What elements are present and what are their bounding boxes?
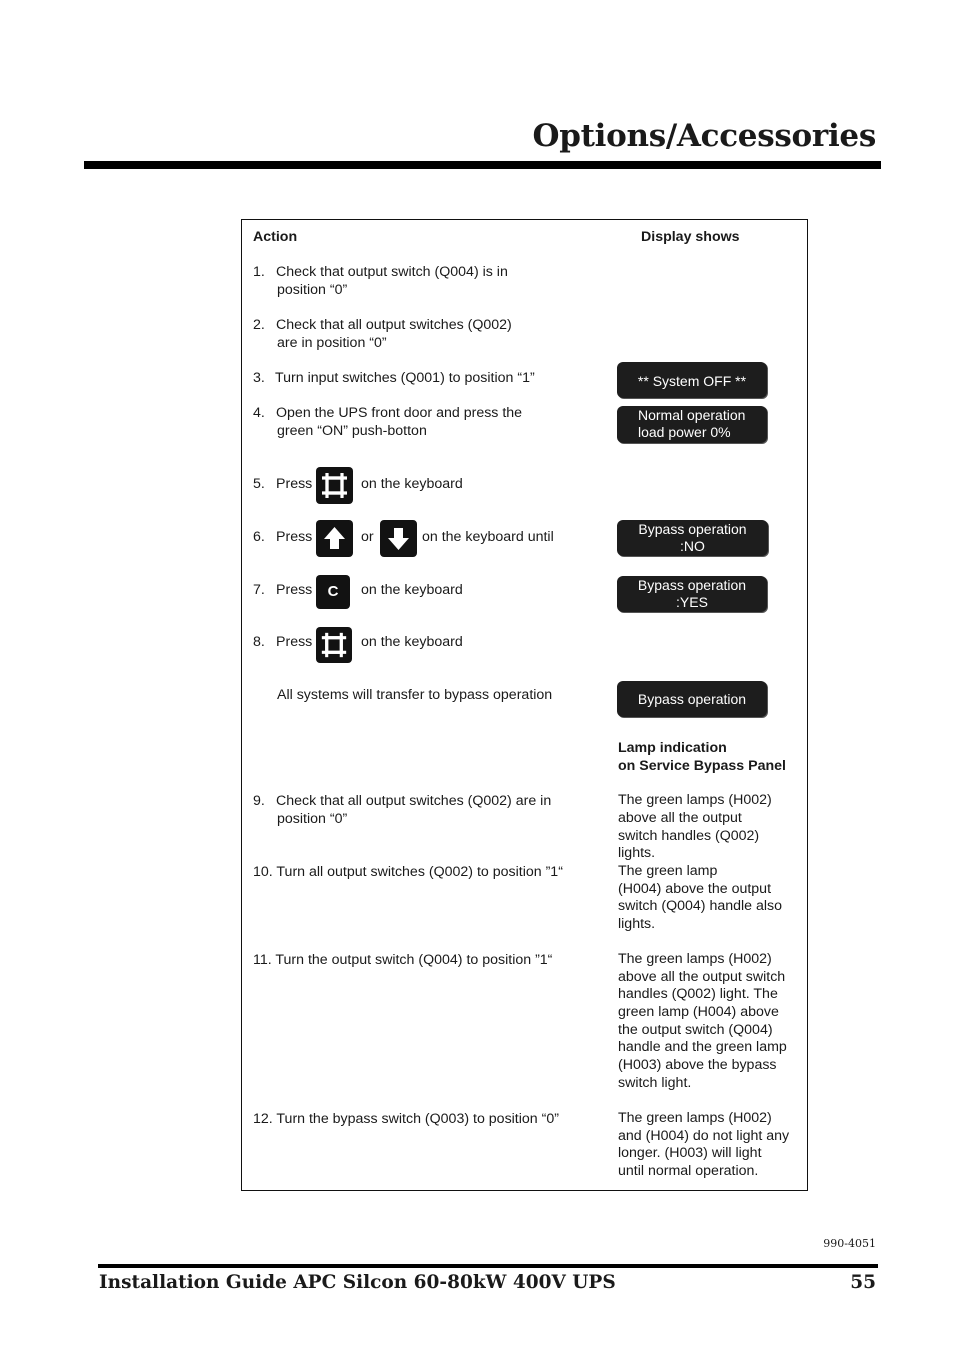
- arrow-up-key-icon: [316, 520, 353, 557]
- lamp-step-12-line: The green lamps (H002): [618, 1110, 772, 1126]
- display-bypass-no-line2: :NO: [680, 538, 705, 554]
- display-bypass-yes-line1: Bypass operation: [637, 577, 747, 593]
- step-2-text-cont: are in position “0”: [277, 335, 387, 351]
- step-12-text: 12. Turn the bypass switch (Q003) to position “0”: [253, 1111, 559, 1127]
- lamp-step-11-line: switch light.: [618, 1075, 692, 1091]
- step-11-text: 11. Turn the output switch (Q004) to position ”1“: [253, 952, 553, 968]
- step-5-press: Press: [276, 476, 313, 492]
- step-7-number: 7.: [253, 582, 265, 598]
- lamp-step-9-line: above all the output: [618, 810, 742, 826]
- step-9-text-cont: position “0”: [277, 811, 348, 827]
- display-bypass-yes: [617, 576, 767, 612]
- display-bypass-no: [617, 520, 768, 556]
- step-7-text: on the keyboard: [361, 582, 463, 598]
- lamp-step-9-line: The green lamps (H002): [618, 792, 772, 808]
- lamp-step-11-line: (H003) above the bypass: [618, 1057, 777, 1073]
- lamp-step-11-line: The green lamps (H002): [618, 951, 772, 967]
- step-1-text: Check that output switch (Q004) is in: [276, 264, 508, 280]
- lamp-step-10-line: switch (Q004) handle also: [618, 898, 783, 914]
- action-column-header: Action: [253, 229, 298, 245]
- display-bypass-no-line1: Bypass operation: [638, 521, 747, 537]
- display-system-off-text: ** System OFF **: [637, 373, 747, 389]
- lamp-step-12-line: until normal operation.: [618, 1163, 759, 1179]
- clear-key-icon: [316, 575, 350, 609]
- lamp-step-10-line: (H004) above the output: [618, 881, 772, 897]
- step-6-text: on the keyboard until: [422, 529, 554, 545]
- lamp-step-12-line: and (H004) do not light any: [618, 1128, 790, 1144]
- step-4-text: Open the UPS front door and press the: [276, 405, 523, 421]
- page-number: 55: [850, 1272, 876, 1293]
- lamp-step-12-line: longer. (H003) will light: [618, 1145, 762, 1161]
- title-rule: [84, 161, 881, 169]
- lamp-step-11-line: green lamp (H004) above: [618, 1004, 779, 1020]
- document-number: 990-4051: [823, 1237, 876, 1250]
- footer-title: Installation Guide APC Silcon 60-80kW 400V UPS: [99, 1272, 616, 1293]
- display-bypass-operation: [617, 681, 767, 717]
- display-bypass-yes-line2: :YES: [676, 594, 708, 610]
- function-key-icon: [316, 627, 352, 663]
- page-title: Options/Accessories: [532, 118, 876, 154]
- step-4-number: 4.: [253, 405, 265, 421]
- step-5-number: 5.: [253, 476, 265, 492]
- display-column-header: Display shows: [641, 229, 740, 245]
- step-9-text: Check that all output switches (Q002) are in: [276, 793, 552, 809]
- step-8-press: Press: [276, 634, 313, 650]
- lamp-header-line2: on Service Bypass Panel: [618, 758, 786, 774]
- step-5-text: on the keyboard: [361, 476, 463, 492]
- lamp-step-9-line: switch handles (Q002): [618, 828, 760, 844]
- display-normal-line1: Normal operation: [638, 407, 746, 423]
- arrow-down-key-icon: [380, 520, 417, 557]
- display-normal-line2: load power 0%: [638, 424, 731, 440]
- clear-key-label: C: [327, 583, 339, 600]
- step-2-number: 2.: [253, 317, 265, 333]
- function-key-icon: [316, 467, 353, 504]
- display-system-off: [617, 362, 767, 398]
- step-10-text: 10. Turn all output switches (Q002) to position ”1“: [253, 864, 563, 880]
- step-3-number: 3.: [253, 370, 265, 386]
- display-normal-operation: [617, 406, 767, 443]
- step-6-number: 6.: [253, 529, 265, 545]
- step-2-text: Check that all output switches (Q002): [276, 317, 512, 333]
- lamp-step-10-line: The green lamp: [618, 863, 718, 879]
- transfer-note: All systems will transfer to bypass operation: [277, 687, 553, 703]
- lamp-step-11-line: handles (Q002) light. The: [618, 986, 778, 1002]
- display-bypass-text: Bypass operation: [637, 691, 747, 707]
- step-1-text-cont: position “0”: [277, 282, 348, 298]
- step-3-text: Turn input switches (Q001) to position “1”: [275, 370, 535, 386]
- step-1-number: 1.: [253, 264, 265, 280]
- step-9-number: 9.: [253, 793, 265, 809]
- step-6-or: or: [361, 529, 374, 545]
- lamp-step-11-line: the output switch (Q004): [618, 1022, 773, 1038]
- lamp-step-9-line: lights.: [618, 845, 656, 861]
- footer-rule: [98, 1264, 878, 1268]
- step-8-text: on the keyboard: [361, 634, 463, 650]
- lamp-header-line1: Lamp indication: [618, 740, 727, 756]
- lamp-step-10-line: lights.: [618, 916, 656, 932]
- step-7-press: Press: [276, 582, 313, 598]
- step-4-text-cont: green “ON” push-botton: [277, 423, 427, 439]
- lamp-step-11-line: handle and the green lamp: [618, 1039, 787, 1055]
- step-8-number: 8.: [253, 634, 265, 650]
- lamp-step-11-line: above all the output switch: [618, 969, 786, 985]
- step-6-press: Press: [276, 529, 313, 545]
